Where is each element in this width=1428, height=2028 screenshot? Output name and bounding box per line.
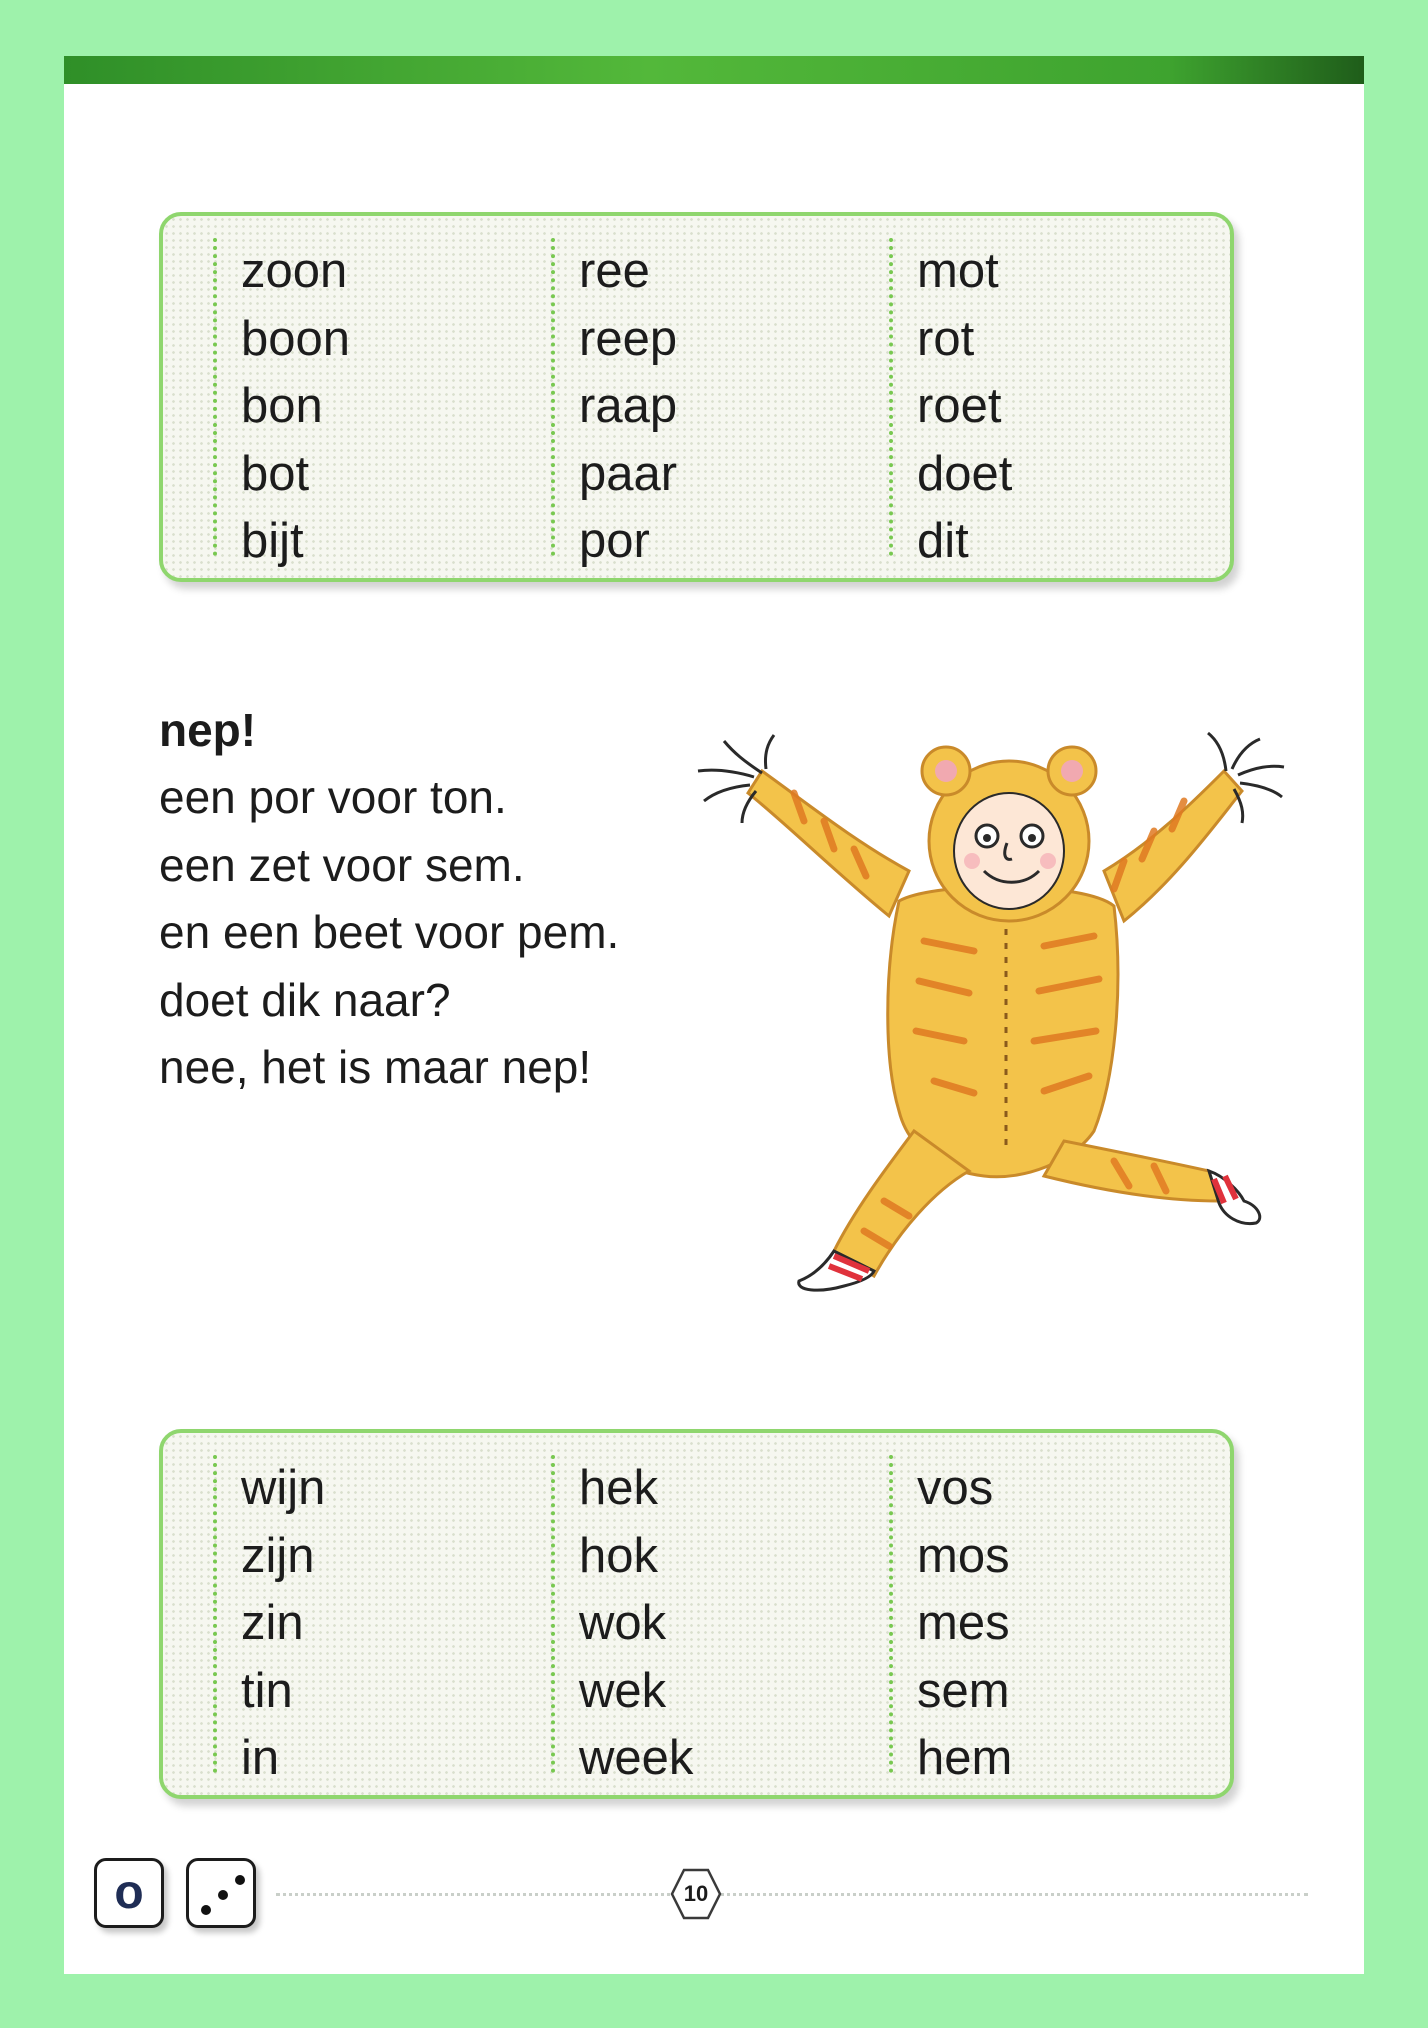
word: week [579,1731,694,1785]
word-column-1 [213,1455,513,1785]
word: rot [917,311,975,366]
word: ree [579,244,650,298]
word: in [241,1731,280,1785]
word: sem [917,1663,1010,1718]
word: wok [579,1596,667,1650]
word: dit [917,514,969,568]
word-column-3 [889,1455,1189,1785]
word-column-2 [551,238,851,568]
page-number-label: 10 [683,1881,709,1906]
story-line: en een beet voor pem. [159,906,620,958]
story-line: nee, het is maar nep! [159,1041,592,1093]
word: por [579,514,650,568]
word: mos [917,1528,1010,1583]
word: roet [917,379,1002,433]
word: bon [241,379,323,433]
word: hek [579,1461,659,1515]
word: zin [241,1596,304,1650]
word: zijn [241,1528,315,1583]
word-column-2 [551,1455,851,1785]
word: hok [579,1528,659,1583]
word-column-1 [213,238,513,568]
story-line: een por voor ton. [159,771,507,823]
word: bijt [241,514,304,568]
word: raap [579,379,678,433]
word: bot [241,446,310,501]
dice-three-icon [186,1858,256,1928]
word: wijn [241,1461,326,1515]
page-number [668,1866,724,1922]
word: mot [917,244,999,298]
book-page [64,56,1364,1974]
word-box-bottom [159,1429,1234,1799]
word-box-top [159,212,1234,582]
footer-dotted-line [276,1893,1308,1896]
word: boon [241,311,351,366]
word: reep [579,311,678,366]
word: paar [579,446,678,501]
word: doet [917,446,1013,501]
child-in-tiger-costume-icon [684,731,1334,1311]
story-line: doet dik naar? [159,973,451,1026]
word: zoon [241,244,348,298]
page-top-bar [64,56,1364,84]
word: wek [579,1663,667,1718]
letter-o-label: o [114,1866,144,1919]
letter-o-badge [94,1858,164,1928]
story-title: nep! [159,704,257,756]
word: mes [917,1596,1010,1650]
word-column-3 [889,238,1189,568]
word: hem [917,1731,1013,1785]
word: vos [917,1461,994,1515]
story-line: een zet voor sem. [159,838,525,891]
word: tin [241,1663,293,1718]
